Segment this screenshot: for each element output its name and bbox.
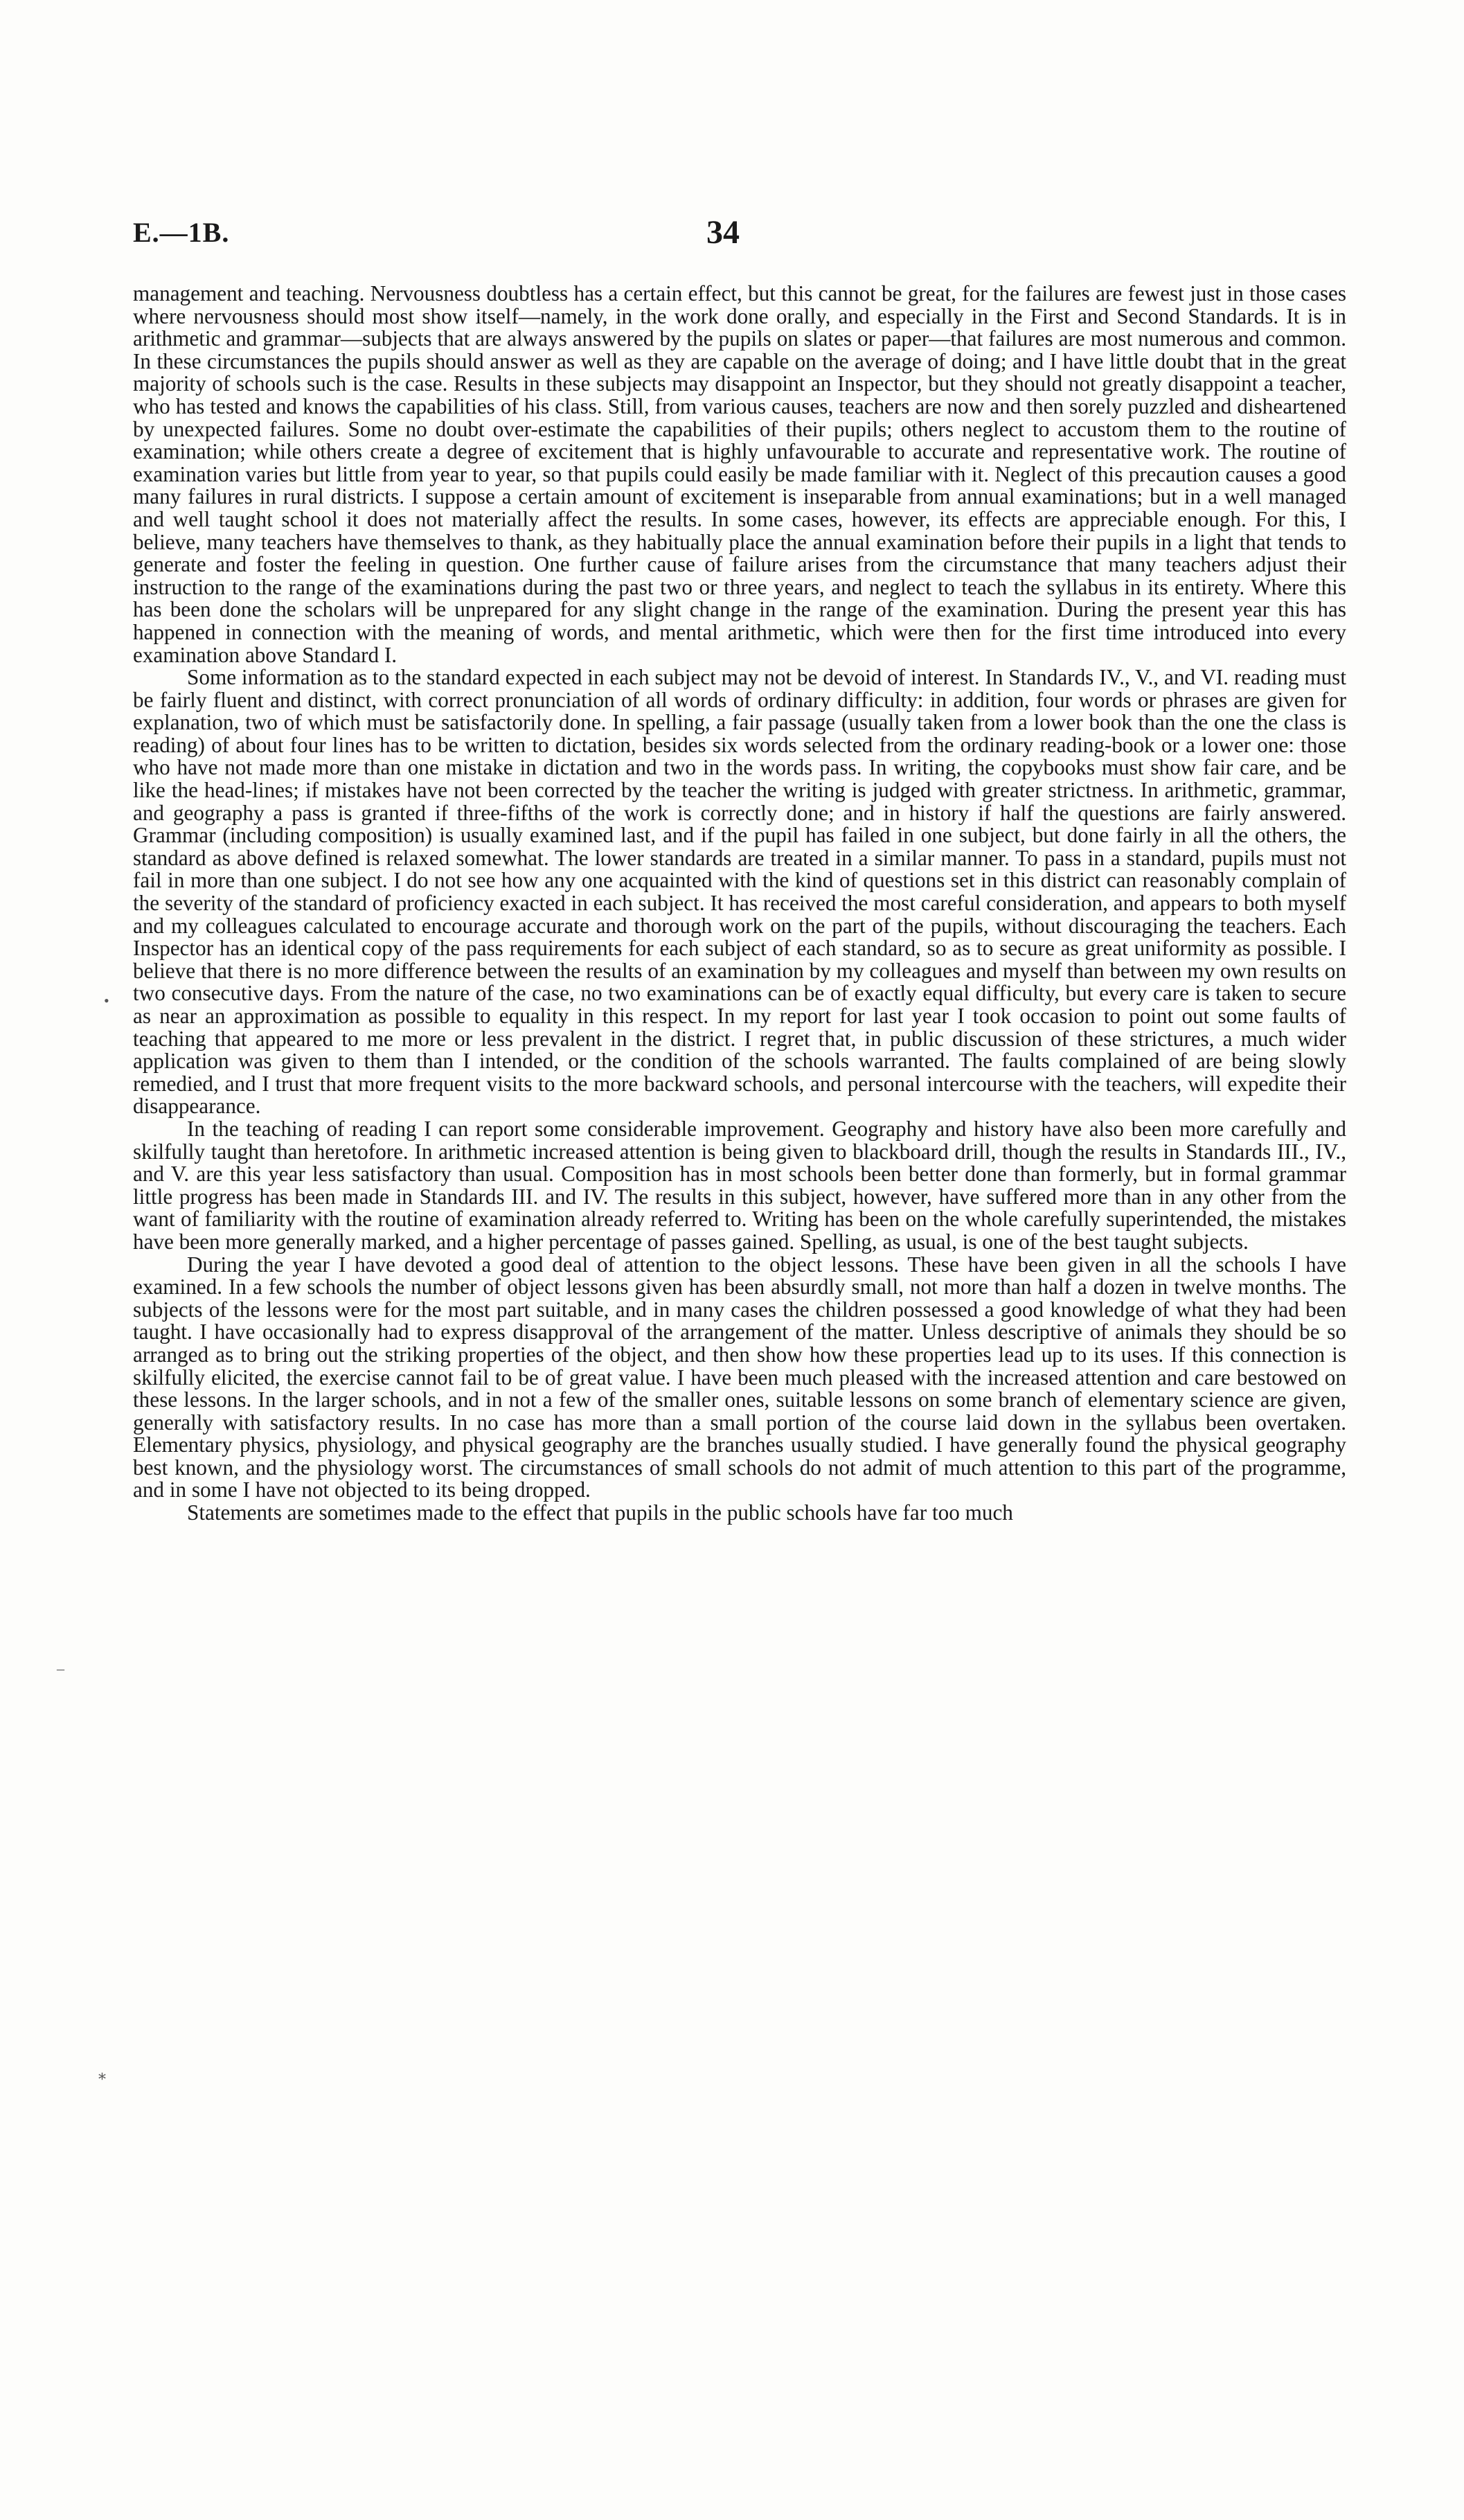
paragraph-standard-expected: Some information as to the standard expected in each subject may not be devoid of interest. In Standards IV., V., and VI. reading must be fairly fluent and distinct, with correct pronunciation of all words of ordinary difficulty: in addition, four words or phrases are given for explanation, two of which must be satisfactorily done. In spelling, a fair passage (usually taken from a lower book than the one the class is reading) of about four lines has to be written to dictation, besides six words selected from the ordinary reading-book or a lower one: those who have not made more than one mistake in dictation and two in the words pass. In writing, the copybooks must show fair care, and be like the head-lines; if mistakes have not been corrected by the teacher the writing is judged with greater strictness. In arithmetic, grammar, and geography a pass is granted if three-fifths of the work is correctly done; and in history if half the questions are fairly answered. Grammar (including composition) is usually examined last, and if the pupil has failed in one subject, but done fairly in all the others, the standard as above defined is relaxed somewhat. The lower standards are treated in a similar manner. To pass in a standard, pupils must not fail in more than one subject. I do not see how any one acquainted with the kind of questions set in this district can reasonably complain of the severity of the standard of proficiency exacted in each subject. It has received the most careful consideration, and appears to both myself and my colleagues calculated to encourage accurate and thorough work on the part of the pupils, without discouraging the teachers. Each Inspector has an identical copy of the pass requirements for each subject of each standard, so as to secure as great uniformity as possible. I believe that there is no more difference between the results of an examination by my colleagues and myself than between my own results on two consecutive days. From the nature of the case, no two examinations can be of exactly equal difficulty, but every care is taken to secure as near an approximation as possible to equality in this respect. In my report for last year I took occasion to point out some faults of teaching that appeared to me more or less prevalent in the district. I regret that, in public discussion of these strictures, a much wider application was given to them than I intended, or the condition of the schools warranted. The faults complained of are being slowly remedied, and I trust that more frequent visits to the more backward schools, and personal intercourse with the teachers, will expedite their disappearance. — [133, 665, 1346, 1119]
margin-dot-mark: • — [104, 992, 109, 1009]
report-body — [133, 283, 1346, 1525]
paragraph-statements: Statements are sometimes made to the effect that pupils in the public schools have far too much — [187, 1500, 1013, 1525]
paragraph-object-lessons: During the year I have devoted a good deal of attention to the object lessons. These have been given in all the schools I have examined. In a few schools the number of object lessons given has been absurdly small, not more than half a dozen in twelve months. The subjects of the lessons were for the most part suitable, and in many cases the children possessed a good knowledge of what they had been taught. I have occasionally had to express disapproval of the arrangement of the matter. Unless descriptive of animals they should be so arranged as to bring out the striking properties of the object, and then show how these properties lead up to its uses. If this connection is skilfully elicited, the exercise cannot fail to be of great value. I have been much pleased with the increased attention and care bestowed on these lessons. In the larger schools, and in not a few of the smaller ones, suitable lessons on some branch of elementary science are given, generally with satisfactory results. In no case has more than a small portion of the course laid down in the syllabus been overtaken. Elementary physics, physiology, and physical geography are the branches usually studied. I have generally found the physical geography best known, and the physiology worst. The circumstances of small schools do not admit of much attention to this part of the programme, and in some I have not objected to its being dropped. — [133, 1252, 1346, 1502]
document-code: E.—1B. — [133, 217, 230, 248]
paragraph-examination-failures: management and teaching. Nervousness doubtless has a certain effect, but this cannot be great, for the failures are fewest just in those cases where nervousness should most show itself—namely, in the work done orally, and especially in the First and Second Standards. It is in arithmetic and grammar—subjects that are always answered by the pupils on slates or paper—that failures are most numerous and common. In these circumstances the pupils should answer as well as they are capable on the average of doing; and I have little doubt that in the great majority of schools such is the case. Results in these subjects may disappoint an Inspector, but they should not greatly disappoint a teacher, who has tested and knows the capabilities of his class. Still, from various causes, teachers are now and then sorely puzzled and disheartened by unexpected failures. Some no doubt over-estimate the capabilities of their pupils; others neglect to accustom them to the routine of examination; while others create a degree of excitement that is highly unfavourable to accurate and representative work. The routine of examination varies but little from year to year, so that pupils could easily be made familiar with it. Neglect of this precaution causes a good many failures in rural districts. I suppose a certain amount of excitement is inseparable from annual examinations; but in a well managed and well taught school it does not materially affect the results. In some cases, however, its effects are appreciable enough. For this, I believe, many teachers have themselves to thank, as they habitually place the annual examination before their pupils in a light that tends to generate and foster the feeling in question. One further cause of failure arises from the circumstance that many teachers adjust their instruction to the range of the examinations during the past two or three years, and neglect to teach the syllabus in its entirety. Where this has been done the scholars will be unprepared for any slight change in the range of the examination. During the present year this has happened in connection with the meaning of words, and mental arithmetic, which were then for the first time introduced into every examination above Standard I. — [133, 281, 1346, 667]
running-head — [133, 216, 1338, 258]
paragraph-subject-teaching: In the teaching of reading I can report some considerable improvement. Geography and history have also been more carefully and skilfully taught than heretofore. In arithmetic increased attention is being given to blackboard drill, though the results in Standards III., IV., and V. are this year less satisfactory than usual. Composition has in most schools been better done than formerly, but in formal grammar little progress has been made in Standards III. and IV. The results in this subject, however, have suffered more than in any other from the want of familiarity with the routine of examination already referred to. Writing has been on the whole carefully superintended, the mistakes have been more generally marked, and a higher percentage of passes gained. Spelling, as usual, is one of the best taught subjects. — [133, 1116, 1346, 1254]
margin-asterisk-mark: ⁎ — [98, 2066, 106, 2083]
margin-dash-mark: – — [57, 1660, 64, 1677]
page-number: 34 — [706, 214, 740, 251]
